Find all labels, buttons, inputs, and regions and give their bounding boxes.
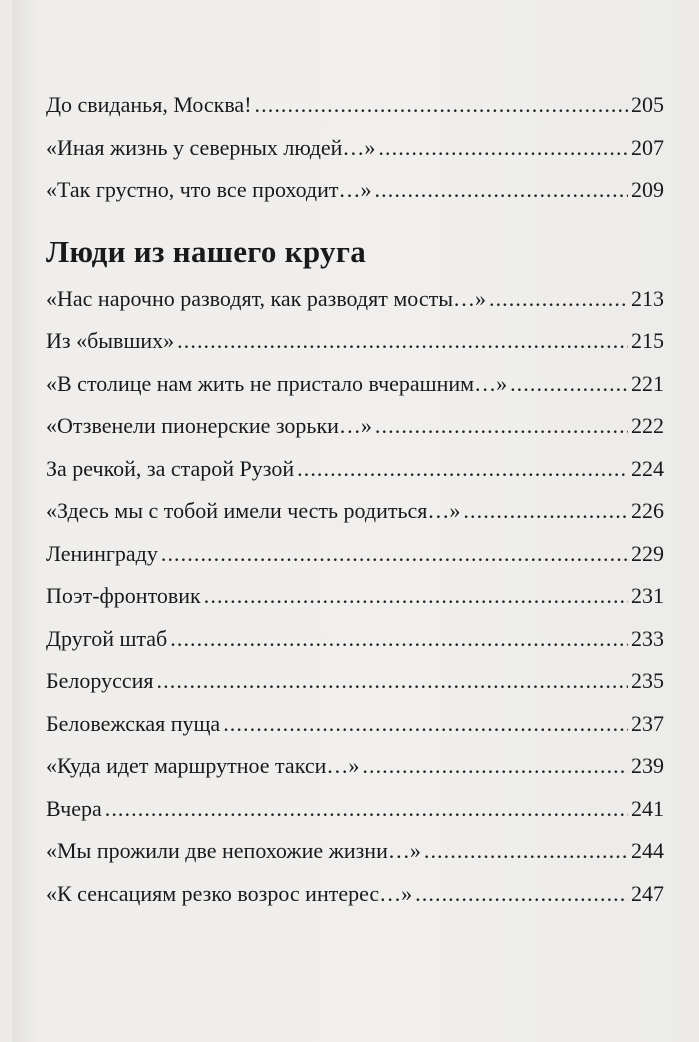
toc-entry-title: Другой штаб [46, 625, 168, 651]
toc-entry-page: 239 [631, 753, 664, 778]
toc-entry [46, 448, 664, 491]
table-of-contents [46, 84, 664, 915]
dot-leader [204, 575, 628, 618]
toc-entry [46, 405, 664, 448]
toc-entry-page: 237 [631, 710, 664, 736]
dot-leader [375, 169, 628, 212]
toc-entry [46, 533, 664, 576]
dot-leader [424, 830, 628, 873]
toc-entry-page: 207 [631, 134, 664, 160]
toc-entry-title: До свиданья, Москва! [46, 92, 252, 117]
toc-entry-title: Из «бывших» [46, 328, 175, 353]
toc-entry [46, 660, 664, 703]
toc-entry [46, 830, 664, 873]
dot-leader [362, 745, 628, 788]
toc-entry-page: 222 [631, 413, 664, 438]
book-page [12, 0, 694, 1042]
toc-entry [46, 278, 664, 321]
toc-entry-page: 226 [631, 498, 664, 523]
toc-entry-page: 235 [631, 668, 664, 693]
toc-entry-title: «Здесь мы с тобой имели честь родиться…» [46, 498, 461, 523]
toc-entry-page: 213 [631, 285, 664, 311]
dot-leader [415, 873, 628, 916]
toc-entry [46, 745, 664, 788]
toc-entry [46, 788, 664, 831]
toc-entry-page: 215 [631, 328, 664, 353]
toc-entry [46, 490, 664, 533]
toc-entry-page: 233 [631, 625, 664, 651]
toc-entry-page: 241 [631, 795, 664, 821]
toc-entry-page: 244 [631, 838, 664, 863]
dot-leader [297, 448, 628, 491]
toc-entry-title: «Так грустно, что все проходит…» [46, 177, 372, 202]
toc-entry-title: «Мы прожили две непохожие жизни…» [46, 838, 421, 863]
toc-entry-page: 224 [631, 455, 664, 481]
toc-entry-title: Белоруссия [46, 668, 154, 693]
dot-leader [105, 788, 628, 831]
toc-entry [46, 618, 664, 661]
dot-leader [161, 533, 628, 576]
dot-leader [489, 278, 628, 321]
toc-entry-page: 247 [631, 880, 664, 906]
toc-entry-title: «Нас нарочно разводят, как разводят мосты…» [46, 285, 486, 311]
toc-entry [46, 84, 664, 127]
toc-entry [46, 363, 664, 406]
toc-entry-title: «Иная жизнь у северных людей…» [46, 134, 376, 160]
dot-leader [510, 363, 628, 406]
toc-entry-title: Беловежская пуща [46, 710, 221, 736]
toc-entry-page: 209 [631, 177, 664, 202]
toc-entry-page: 229 [631, 540, 664, 566]
toc-entry [46, 169, 664, 212]
toc-entry-title: «К сенсациям резко возрос интерес…» [46, 880, 413, 906]
dot-leader [375, 405, 628, 448]
toc-entry-title: Ленинграду [46, 540, 158, 566]
toc-entry-title: За речкой, за старой Рузой [46, 455, 295, 481]
section-heading: Люди из нашего круга [46, 233, 366, 269]
dot-leader [463, 490, 628, 533]
toc-entry [46, 127, 664, 170]
dot-leader [170, 618, 628, 661]
toc-entry [46, 575, 664, 618]
toc-entry-title: «Куда идет маршрутное такси…» [46, 753, 360, 778]
toc-entry-page: 205 [631, 92, 664, 117]
toc-entry-page: 231 [631, 583, 664, 608]
toc-entry [46, 320, 664, 363]
toc-entry-title: «В столице нам жить не пристало вчерашним…» [46, 370, 508, 396]
dot-leader [223, 703, 628, 746]
toc-entry [46, 703, 664, 746]
dot-leader [177, 320, 628, 363]
toc-entry-title: Вчера [46, 795, 102, 821]
toc-entry-title: Поэт-фронтовик [46, 583, 201, 608]
dot-leader [157, 660, 628, 703]
toc-entry-page: 221 [631, 370, 664, 396]
dot-leader [378, 127, 628, 170]
toc-entry [46, 873, 664, 916]
toc-entry-title: «Отзвенели пионерские зорьки…» [46, 413, 372, 438]
dot-leader [255, 84, 628, 127]
